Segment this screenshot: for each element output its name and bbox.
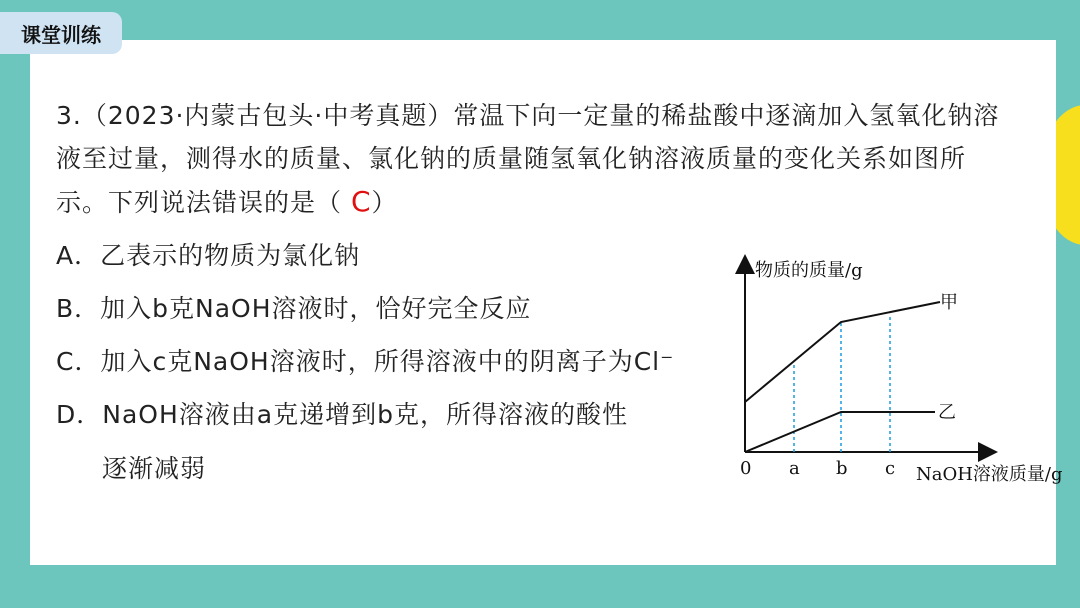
question-suffix: ） xyxy=(371,188,398,217)
series-yi-line xyxy=(745,412,935,452)
option-b: B．加入b克NaOH溶液时，恰好完全反应 xyxy=(56,294,532,323)
x-tick-b: b xyxy=(836,458,848,479)
answer-letter: C xyxy=(350,185,372,218)
option-c: C．加入c克NaOH溶液时，所得溶液中的阴离子为Cl⁻ xyxy=(56,347,675,376)
option-d: D．NaOH溶液由a克递增到b克，所得溶液的酸性 xyxy=(56,400,628,429)
chart xyxy=(730,252,1080,492)
section-tag: 课堂训练 xyxy=(0,12,122,54)
option-d-continued: 逐渐减弱 xyxy=(102,454,207,483)
series-yi-label: 乙 xyxy=(938,402,956,423)
x-tick-a: a xyxy=(789,458,800,479)
question-stem xyxy=(56,94,1016,224)
origin-label: 0 xyxy=(740,458,752,479)
x-axis-label: NaOH溶液质量/g xyxy=(916,464,1063,485)
question-text: 3.（2023·内蒙古包头·中考真题）常温下向一定量的稀盐酸中逐滴加入氢氧化钠溶液至过量，测得水的质量、氯化钠的质量随氢氧化钠溶液质量的变化关系如图所示。下列说法错误的是（ xyxy=(56,101,1000,217)
option-a: A．乙表示的物质为氯化钠 xyxy=(56,241,361,270)
x-tick-c: c xyxy=(885,458,896,479)
y-axis-label: 物质的质量/g xyxy=(755,260,863,281)
series-jia-label: 甲 xyxy=(940,292,958,313)
series-jia-line xyxy=(745,302,940,402)
